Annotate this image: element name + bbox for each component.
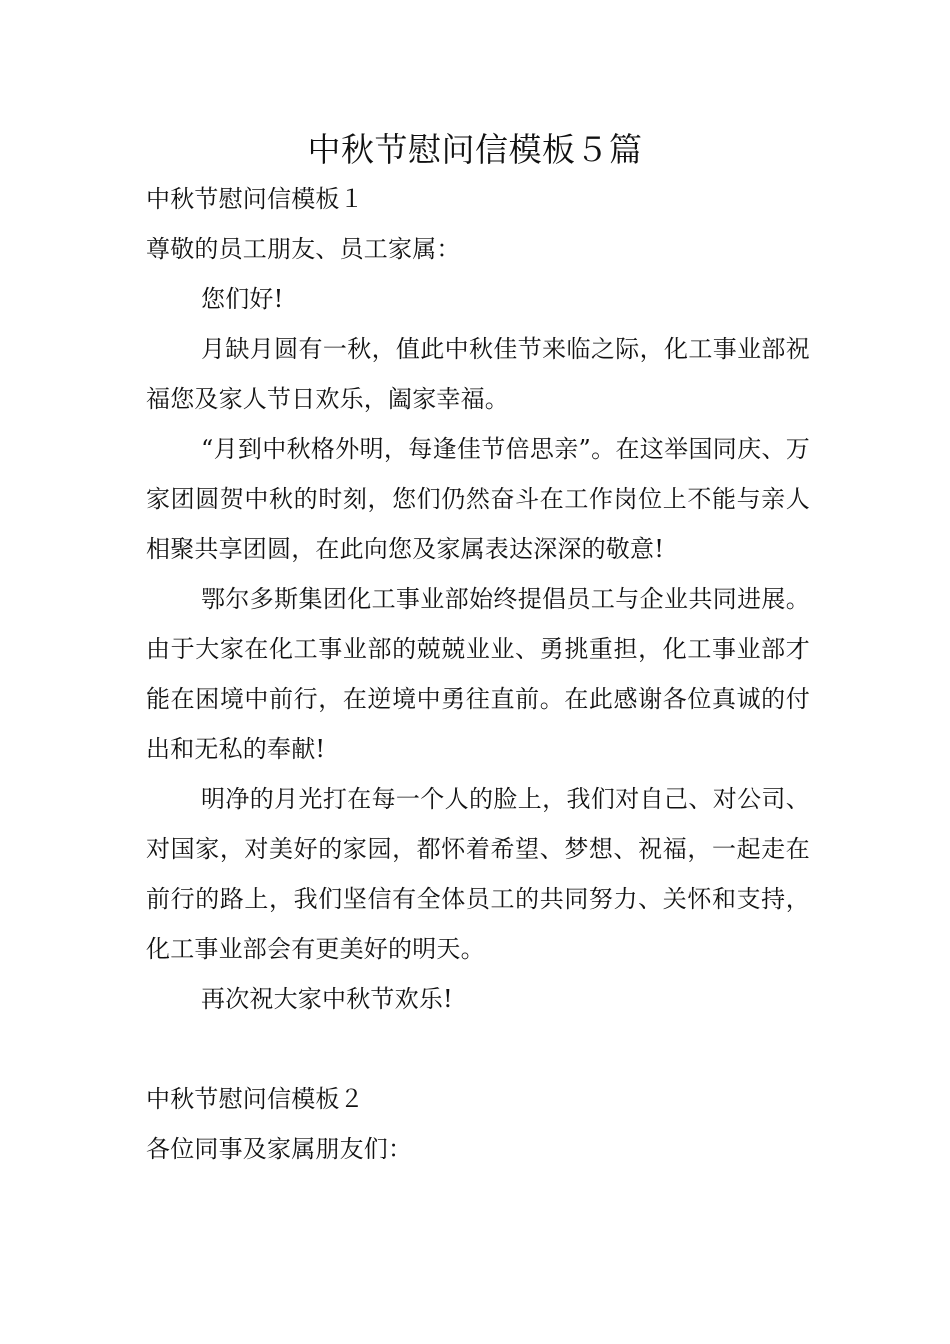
section1-salutation: 尊敬的员工朋友、员工家属：: [146, 235, 461, 263]
document-body: [146, 174, 810, 1174]
section1-greeting: 您们好!: [201, 285, 284, 313]
section1-heading: 中秋节慰问信模板１: [146, 185, 364, 213]
section2-heading: 中秋节慰问信模板２: [146, 1085, 364, 1113]
section1-paragraph-1: 月缺月圆有一秋，值此中秋佳节来临之际，化工事业部祝福您及家人节日欢乐，阖家幸福。: [146, 335, 810, 413]
section1-closing: 再次祝大家中秋节欢乐!: [201, 985, 453, 1013]
section-spacer: [146, 1024, 810, 1074]
section1-paragraph-2: “月到中秋格外明，每逢佳节倍思亲”。在这举国同庆、万家团圆贺中秋的时刻，您们仍然奋斗在工作岗位上不能与亲人相聚共享团圆，在此向您及家属表达深深的敬意!: [146, 435, 810, 563]
section2-salutation: 各位同事及家属朋友们：: [146, 1135, 413, 1163]
document-title: 中秋节慰问信模板５篇: [307, 130, 643, 169]
section1-paragraph-3: 鄂尔多斯集团化工事业部始终提倡员工与企业共同进展。由于大家在化工事业部的兢兢业业、勇挑重担，化工事业部才能在困境中前行，在逆境中勇往直前。在此感谢各位真诚的付出和无私的奉献!: [146, 585, 810, 763]
section1-paragraph-4: 明净的月光打在每一个人的脸上，我们对自己、对公司、对国家，对美好的家园，都怀着希望、梦想、祝福，一起走在前行的路上，我们坚信有全体员工的共同努力、关怀和支持，化工事业部会有更美好的明天。: [146, 785, 810, 963]
